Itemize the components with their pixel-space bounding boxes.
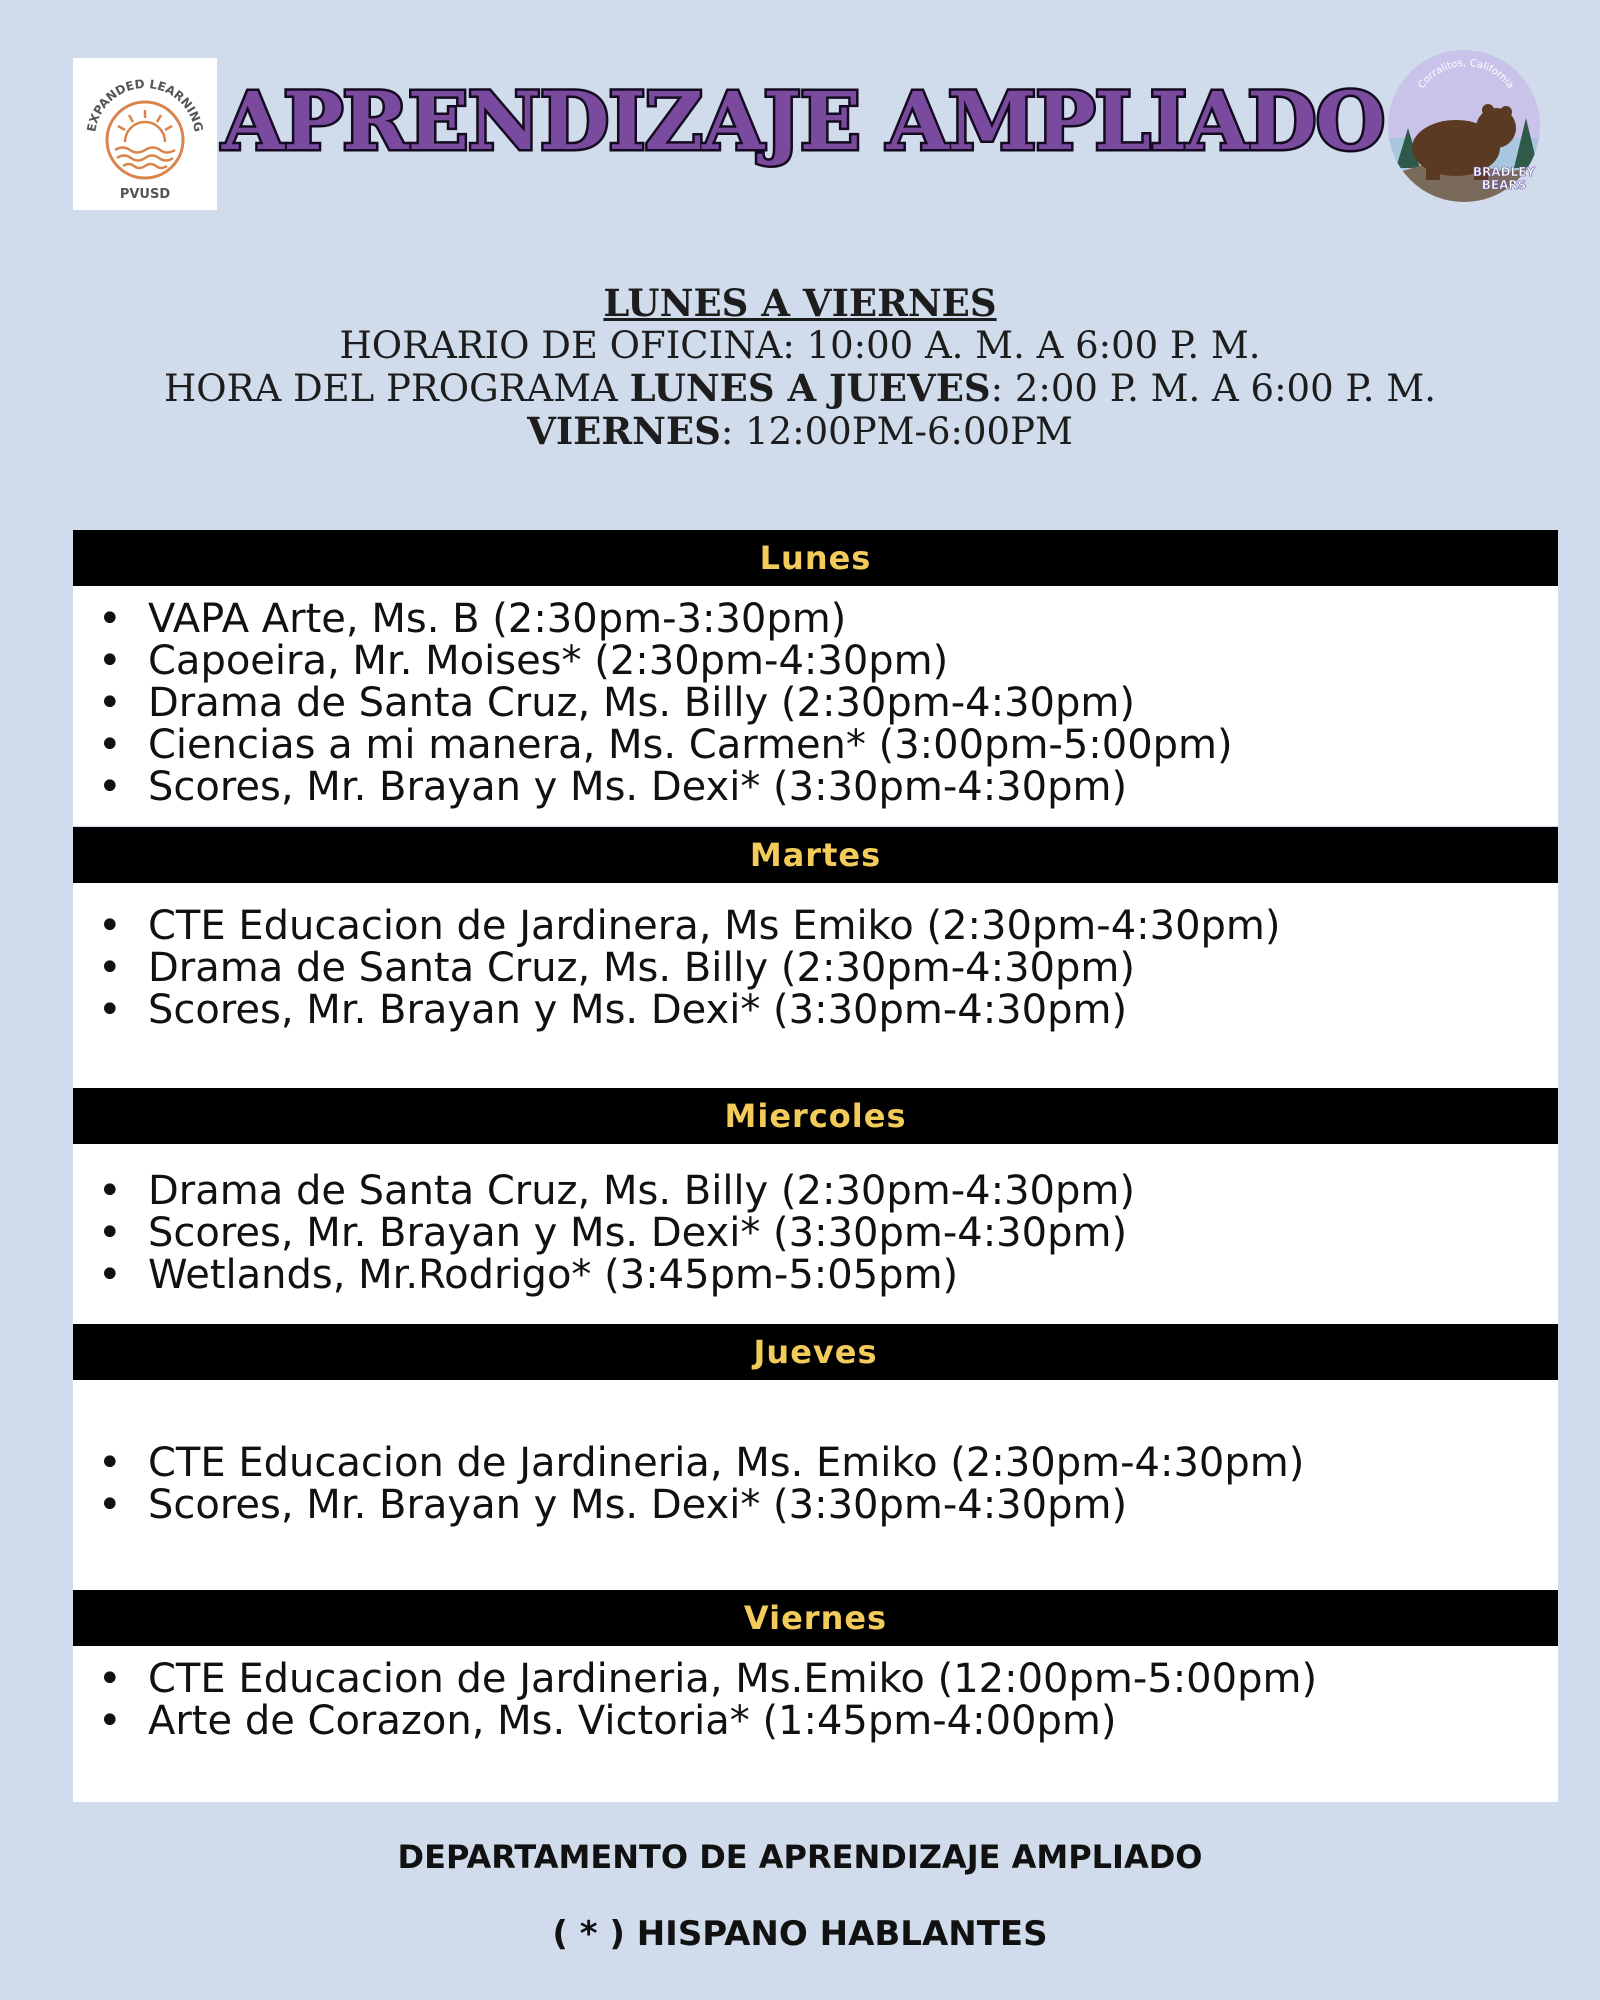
day-header-viernes: Viernes <box>73 1590 1558 1646</box>
list-item: • Drama de Santa Cruz, Ms. Billy (2:30pm-4:30pm) <box>148 1170 1558 1212</box>
list-item: • Arte de Corazon, Ms. Victoria* (1:45pm-4:00pm) <box>148 1700 1558 1742</box>
day-header-jueves: Jueves <box>73 1324 1558 1380</box>
svg-text:BEARS: BEARS <box>1481 178 1527 192</box>
day-activities-jueves <box>73 1380 1558 1590</box>
list-item: • Scores, Mr. Brayan y Ms. Dexi* (3:30pm-4:30pm) <box>148 766 1558 808</box>
pvusd-label: PVUSD <box>119 187 171 202</box>
list-item: • Drama de Santa Cruz, Ms. Billy (2:30pm-4:30pm) <box>148 682 1558 724</box>
list-item: • Scores, Mr. Brayan y Ms. Dexi* (3:30pm-4:30pm) <box>148 1484 1558 1526</box>
bradley-bears-logo <box>1386 48 1542 204</box>
legend-note: ( * ) HISPANO HABLANTES <box>552 1914 1048 1954</box>
list-item: • Wetlands, Mr.Rodrigo* (3:45pm-5:05pm) <box>148 1254 1558 1296</box>
sunrise-icon <box>73 58 217 210</box>
list-item: • Capoeira, Mr. Moises* (2:30pm-4:30pm) <box>148 640 1558 682</box>
program-hours: HORA DEL PROGRAMA LUNES A JUEVES: 2:00 P. M. A 6:00 P. M. <box>164 366 1436 410</box>
day-header-martes: Martes <box>73 827 1558 883</box>
list-item: • CTE Educacion de Jardinera, Ms Emiko (2:30pm-4:30pm) <box>148 905 1558 947</box>
list-item: • CTE Educacion de Jardineria, Ms. Emiko (2:30pm-4:30pm) <box>148 1442 1558 1484</box>
hours-heading: LUNES A VIERNES <box>603 281 997 325</box>
day-header-lunes: Lunes <box>73 530 1558 586</box>
list-item: • Scores, Mr. Brayan y Ms. Dexi* (3:30pm-4:30pm) <box>148 1212 1558 1254</box>
expanded-learning-logo <box>73 58 217 210</box>
office-hours: HORARIO DE OFICINA: 10:00 A. M. A 6:00 P. M. <box>339 324 1261 367</box>
day-activities-lunes <box>73 586 1558 826</box>
day-activities-martes <box>73 883 1558 1088</box>
list-item: • Ciencias a mi manera, Ms. Carmen* (3:00pm-5:00pm) <box>148 724 1558 766</box>
day-activities-miercoles <box>73 1144 1558 1324</box>
list-item: • Drama de Santa Cruz, Ms. Billy (2:30pm-4:30pm) <box>148 947 1558 989</box>
day-activities-viernes <box>73 1646 1558 1802</box>
list-item: • Scores, Mr. Brayan y Ms. Dexi* (3:30pm-4:30pm) <box>148 989 1558 1031</box>
friday-hours: VIERNES: 12:00PM-6:00PM <box>527 409 1073 453</box>
svg-text:BRADLEY: BRADLEY <box>1472 165 1536 179</box>
list-item: • CTE Educacion de Jardineria, Ms.Emiko (12:00pm-5:00pm) <box>148 1658 1558 1700</box>
day-header-miercoles: Miercoles <box>73 1088 1558 1144</box>
page-title: APRENDIZAJE AMPLIADO <box>222 74 1385 168</box>
schedule-hours <box>0 282 1600 453</box>
svg-text:EXPANDED LEARNING: EXPANDED LEARNING <box>84 76 206 134</box>
department-footer: DEPARTAMENTO DE APRENDIZAJE AMPLIADO <box>397 1838 1203 1876</box>
list-item: • VAPA Arte, Ms. B (2:30pm-3:30pm) <box>148 598 1558 640</box>
bear-icon <box>1386 48 1542 204</box>
svg-text:Corralitos, California: Corralitos, California <box>1416 57 1516 91</box>
